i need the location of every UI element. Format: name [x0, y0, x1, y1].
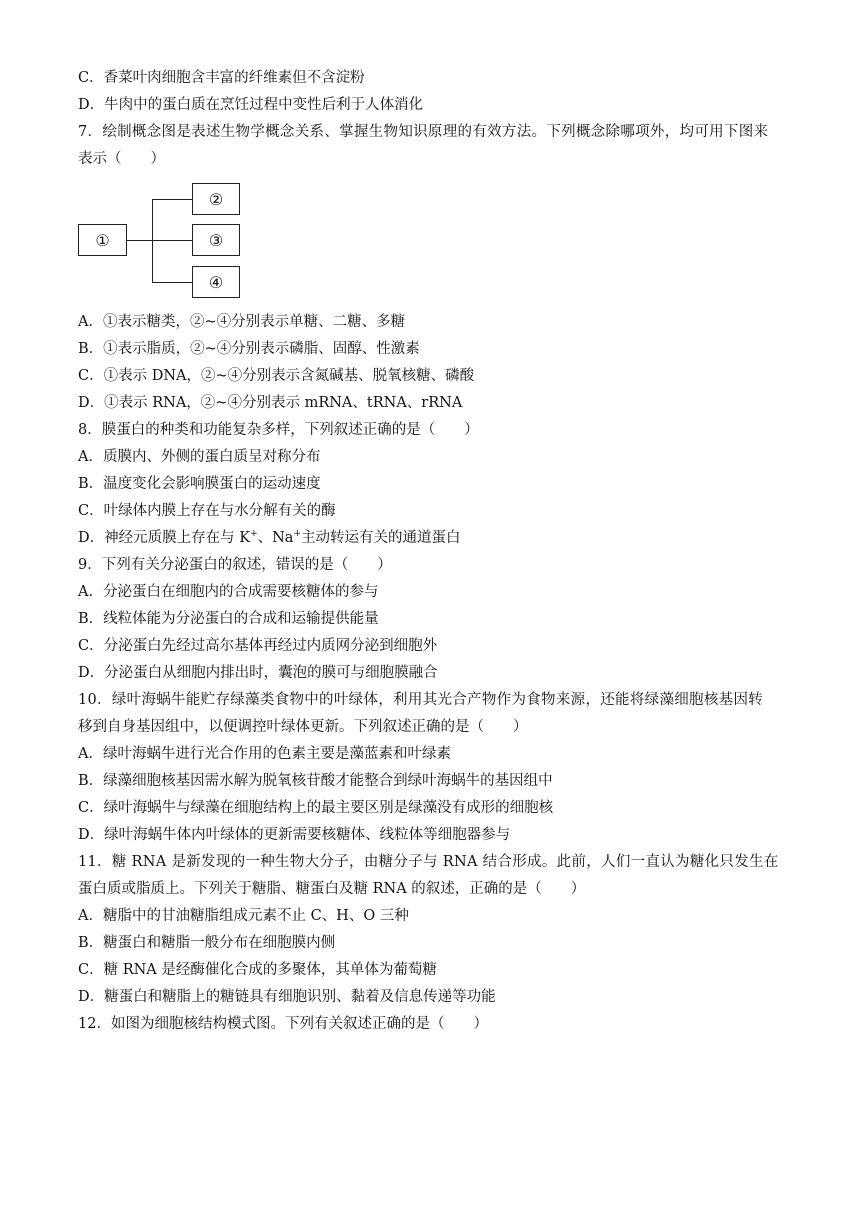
q10-stem-line2: 移到自身基因组中，以便调控叶绿体更新。下列叙述正确的是（ ） — [78, 719, 528, 735]
concept-diagram — [78, 183, 248, 298]
q9-option-b: B．线粒体能为分泌蛋白的合成和运输提供能量 — [78, 611, 379, 627]
q8-option-b: B．温度变化会影响膜蛋白的运动速度 — [78, 476, 321, 492]
q10-option-d: D．绿叶海蜗牛体内叶绿体的更新需要核糖体、线粒体等细胞器参与 — [78, 827, 511, 843]
q8-option-d — [78, 528, 461, 548]
q8-option-d-sup2: + — [293, 529, 302, 539]
q8-option-a: A．质膜内、外侧的蛋白质呈对称分布 — [78, 449, 321, 465]
q7-stem-line1: 7．绘制概念图是表述生物学概念关系、掌握生物知识原理的有效方法。下列概念除哪项外，均可用下图来 — [78, 124, 769, 140]
q8-option-d-text3: 主动转运有关的通道蛋白 — [301, 530, 461, 546]
q8-option-d-text1: D．神经元质膜上存在与 K — [78, 530, 251, 546]
q7-stem-line2: 表示（ ） — [78, 151, 165, 167]
q8-stem: 8．膜蛋白的种类和功能复杂多样，下列叙述正确的是（ ） — [78, 422, 479, 438]
q11-stem-line2: 蛋白质或脂质上。下列关于糖脂、糖蛋白及糖 RNA 的叙述，正确的是（ ） — [78, 881, 586, 897]
q8-option-d-text2: 、Na — [257, 530, 294, 546]
q11-option-c: C．糖 RNA 是经酶催化合成的多聚体，其单体为葡萄糖 — [78, 962, 437, 978]
concept-node-1: ① — [78, 224, 127, 256]
connector-horizontal — [127, 240, 152, 241]
q9-option-a: A．分泌蛋白在细胞内的合成需要核糖体的参与 — [78, 584, 379, 600]
q11-option-a: A．糖脂中的甘油糖脂组成元素不止 C、H、O 三种 — [78, 908, 409, 924]
q7-option-b: B．①表示脂质，②~④分别表示磷脂、固醇、性激素 — [78, 341, 420, 357]
q9-option-c: C．分泌蛋白先经过高尔基体再经过内质网分泌到细胞外 — [78, 638, 438, 654]
q10-option-c: C．绿叶海蜗牛与绿藻在细胞结构上的最主要区别是绿藻没有成形的细胞核 — [78, 800, 554, 816]
q6-option-c: C．香菜叶肉细胞含丰富的纤维素但不含淀粉 — [78, 70, 365, 86]
q12-stem: 12．如图为细胞核结构模式图。下列有关叙述正确的是（ ） — [78, 1016, 488, 1032]
concept-node-3: ③ — [192, 224, 240, 256]
concept-node-2: ② — [192, 183, 240, 215]
q6-option-d: D．牛肉中的蛋白质在烹饪过程中变性后利于人体消化 — [78, 97, 424, 113]
q8-option-c: C．叶绿体内膜上存在与水分解有关的酶 — [78, 503, 336, 519]
connector-branch-3 — [152, 240, 192, 241]
q8-option-d-sup1: + — [250, 529, 258, 539]
q7-option-c: C．①表示 DNA，②~④分别表示含氮碱基、脱氧核糖、磷酸 — [78, 368, 475, 384]
q10-option-b: B．绿藻细胞核基因需水解为脱氧核苷酸才能整合到绿叶海蜗牛的基因组中 — [78, 773, 553, 789]
q7-option-a: A．①表示糖类，②~④分别表示单糖、二糖、多糖 — [78, 314, 406, 330]
q9-option-d: D．分泌蛋白从细胞内排出时，囊泡的膜可与细胞膜融合 — [78, 665, 438, 681]
q11-option-b: B．糖蛋白和糖脂一般分布在细胞膜内侧 — [78, 935, 336, 951]
q9-stem: 9．下列有关分泌蛋白的叙述，错误的是（ ） — [78, 557, 392, 573]
concept-node-4: ④ — [192, 266, 240, 298]
q7-option-d: D．①表示 RNA，②~④分别表示 mRNA、tRNA、rRNA — [78, 395, 463, 411]
q10-option-a: A．绿叶海蜗牛进行光合作用的色素主要是藻蓝素和叶绿素 — [78, 746, 451, 762]
connector-branch-2 — [152, 199, 192, 200]
q11-option-d: D．糖蛋白和糖脂上的糖链具有细胞识别、黏着及信息传递等功能 — [78, 989, 496, 1005]
connector-branch-4 — [152, 282, 192, 283]
q10-stem-line1: 10．绿叶海蜗牛能贮存绿藻类食物中的叶绿体，利用其光合产物作为食物来源，还能将绿藻细胞核基因转 — [78, 692, 764, 708]
q11-stem-line1: 11．糖 RNA 是新发现的一种生物大分子，由糖分子与 RNA 结合形成。此前，人们一直认为糖化只发生在 — [78, 854, 779, 870]
